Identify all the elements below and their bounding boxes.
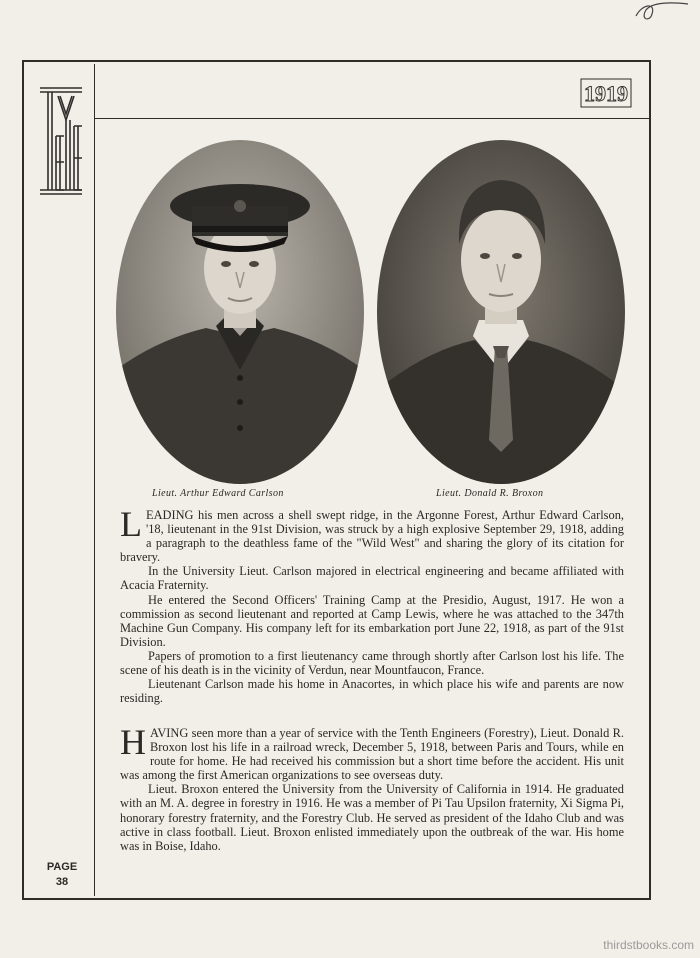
margin-rule [94, 64, 95, 896]
broxon-p1-text: AVING seen more than a year of service with the Tenth Engineers (Forestry), Lieut. Donald R. Broxon lost his life in a railroad wreck, December 5, 1918, between Paris and Tours, while en route for home. He had received his commission but a short time before the accident. His unit was among the first American organizations to see overseas duty. [120, 726, 624, 783]
header-rule [94, 118, 650, 119]
carlson-paragraph-4: Papers of promotion to a first lieutenancy came through shortly after Carlson lost his life. The scene of his death is in the vicinity of Verdun, near Mountfaucon, France. [120, 648, 624, 678]
carlson-paragraph-2: In the University Lieut. Carlson majored in electrical engineering and became affiliated with Acacia Fraternity. [120, 564, 624, 593]
carlson-paragraph-1 [120, 504, 624, 565]
page-number-block [32, 860, 92, 890]
broxon-article [120, 722, 624, 853]
year-text: 1919 [584, 81, 628, 106]
year-1919-logo [580, 78, 632, 108]
dropcap-h: H [120, 722, 146, 762]
caption-carlson: Lieut. Arthur Edward Carlson [152, 488, 284, 499]
broxon-paragraph-2: Lieut. Broxon entered the University from the University of California in 1914. He graduated with an M. A. degree in forestry in 1916. He was a member of Pi Tau Upsilon fraternity, Xi Sigma Pi, honorary forestry fraternity, and the Forestry Club. He served as president of the Idaho Club and was active in class football. Lieut. Broxon enlisted immediately upon the outbreak of the war. His home was in Boise, Idaho. [120, 782, 624, 853]
tyee-monogram-logo [38, 86, 84, 196]
page-label: PAGE [46, 861, 78, 873]
broxon-paragraph-1 [120, 722, 624, 783]
watermark: thirdstbooks.com [603, 938, 694, 952]
carlson-p1-text: EADING his men across a shell swept ridge, in the Argonne Forest, Arthur Edward Carlson, '18, lieutenant in the 91st Division, was struck by a high explosive September 29, 1918, adding a paragraph to the deathless fame of the "Wild West" and sharing the glory of its citation for bravery. [120, 508, 624, 565]
portrait-broxon [377, 140, 625, 484]
carlson-paragraph-5: Lieutenant Carlson made his home in Anacortes, in which place his wife and parents are now residing. [120, 677, 624, 706]
civilian-portrait-icon [377, 140, 625, 484]
officer-portrait-icon [116, 140, 364, 484]
carlson-paragraph-3: He entered the Second Officers' Training Camp at the Presidio, August, 1917. He won a commission as second lieutenant and reported at Camp Lewis, where he was attached to the 347th Machine Gun Company. His company left for its embarkation port June 22, 1918, as part of the 91st Division. [120, 592, 624, 649]
page-number: 38 [55, 876, 69, 888]
caption-broxon: Lieut. Donald R. Broxon [436, 488, 544, 499]
portrait-carlson [116, 140, 364, 484]
pencil-scribble-icon [632, 0, 692, 24]
dropcap-l: L [120, 504, 142, 544]
carlson-article [120, 504, 624, 706]
